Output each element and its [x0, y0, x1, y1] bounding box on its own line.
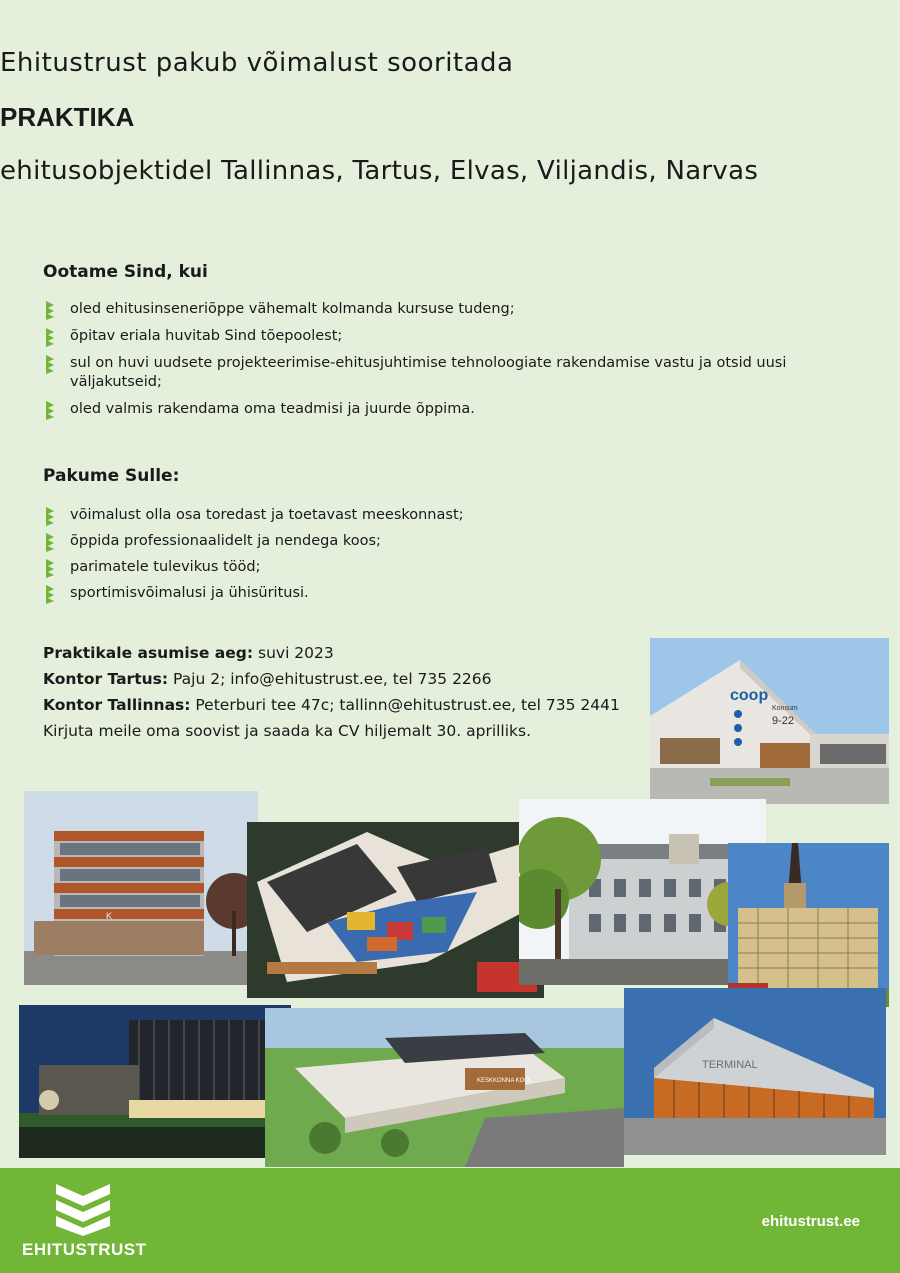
- office-tartu: Kontor Tartus: Paju 2; info@ehitustrust.ee, tel 735 2266: [43, 670, 492, 688]
- chevron-bullet-icon: [44, 327, 60, 347]
- chevron-bullet-icon: [44, 300, 60, 320]
- svg-text:KESKKONNA KOOL: KESKKONNA KOOL: [477, 1078, 533, 1084]
- requirements-title: Ootame Sind, kui: [43, 262, 208, 282]
- list-item-text: oled valmis rakendama oma teadmisi ja juurde õppima.: [70, 401, 475, 417]
- photo-office-building: [24, 791, 258, 985]
- call-to-action: Kirjuta meile oma soovist ja saada ka CV hiljemalt 30. aprilliks.: [43, 722, 532, 740]
- headline-locations: ehitusobjektidel Tallinnas, Tartus, Elvas, Viljandis, Narvas: [0, 156, 759, 186]
- list-item: [44, 584, 824, 603]
- list-item: [44, 558, 824, 577]
- chevron-bullet-icon: [44, 532, 60, 552]
- photo-campus-aerial: [265, 1008, 624, 1167]
- website-link[interactable]: ehitustrust.ee: [761, 1213, 860, 1230]
- photo-terminal: [624, 988, 886, 1155]
- list-item-text: võimalust olla osa toredast ja toetavast meeskonnast;: [70, 507, 464, 523]
- list-item: [44, 506, 824, 525]
- photo-night-building: [19, 1005, 291, 1158]
- svg-text:K: K: [106, 911, 113, 921]
- logo-text: EHITUSTRUST: [22, 1240, 147, 1259]
- headline-intro: Ehitustrust pakub võimalust sooritada: [0, 48, 514, 78]
- internship-time: Praktikale asumise aeg: suvi 2023: [43, 644, 334, 662]
- chevron-bullet-icon: [44, 354, 60, 374]
- contact-details: [43, 640, 620, 744]
- list-item: [44, 354, 824, 392]
- list-item-text: õpitav eriala huvitab Sind tõepoolest;: [70, 328, 343, 344]
- list-item: [44, 327, 824, 346]
- chevron-bullet-icon: [44, 584, 60, 604]
- svg-text:9-22: 9-22: [772, 715, 795, 727]
- list-item-text: õppida professionaalidelt ja nendega koos;: [70, 533, 381, 549]
- list-item-text: oled ehitusinseneriõppe vähemalt kolmanda kursuse tudeng;: [70, 301, 515, 317]
- photo-school-aerial: [247, 822, 544, 998]
- list-item-text: sul on huvi uudsete projekteerimise-ehitusjuhtimise tehnoloogiate rakendamise vastu ja otsid uusi väljakutseid;: [70, 355, 787, 390]
- chevron-bullet-icon: [44, 558, 60, 578]
- list-item: [44, 532, 824, 551]
- chevron-bullet-icon: [44, 400, 60, 420]
- list-item: [44, 300, 824, 319]
- svg-text:Konsum: Konsum: [772, 705, 798, 712]
- photo-coop-store: [650, 638, 889, 804]
- chevron-bullet-icon: [44, 506, 60, 526]
- svg-text:TERMINAL: TERMINAL: [702, 1059, 758, 1071]
- office-tallinn: Kontor Tallinnas: Peterburi tee 47c; tallinn@ehitustrust.ee, tel 735 2441: [43, 696, 620, 714]
- ehitustrust-logo-icon: [52, 1182, 114, 1236]
- headline-main: PRAKTIKA: [0, 102, 135, 132]
- list-item: [44, 400, 824, 419]
- offer-list: [44, 506, 824, 603]
- offer-title: Pakume Sulle:: [43, 466, 180, 486]
- requirements-list: [44, 300, 824, 419]
- photo-church-renovation: [728, 843, 889, 1007]
- svg-text:coop: coop: [730, 687, 769, 704]
- list-item-text: sportimisvõimalusi ja ühisüritusi.: [70, 585, 309, 601]
- list-item-text: parimatele tulevikus tööd;: [70, 559, 261, 575]
- footer-bar: [0, 1168, 900, 1273]
